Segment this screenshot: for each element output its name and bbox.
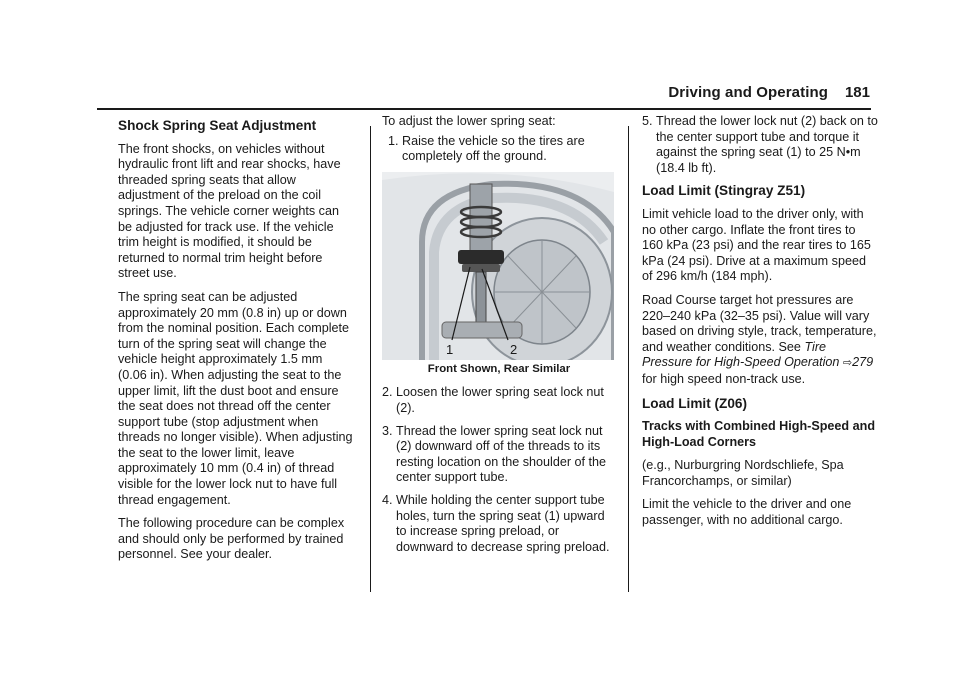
page-ref-number[interactable]: 279 (852, 355, 874, 370)
heading-shock-spring-seat: Shock Spring Seat Adjustment (118, 118, 317, 133)
paragraph-track-examples: (e.g., Nurburgring Nordschliefe, Spa Francorchamps, or similar) (642, 458, 844, 488)
step-text: Raise the vehicle so the tires are completely off the ground. (402, 133, 585, 164)
step-text: Thread the lower lock nut (2) back on to the center support tube and torque it against the spring seat (1) to 25 N•m (18.4 lb ft). (656, 114, 878, 175)
step-number: 1. (388, 133, 399, 148)
figure-callout-1: 1 (446, 341, 454, 357)
suspension-illustration (382, 172, 614, 360)
paragraph-passenger-limit: Limit the vehicle to the driver and one passenger, with no additional cargo. (642, 497, 852, 528)
column-divider-2 (628, 126, 629, 592)
procedure-lead: To adjust the lower spring seat: (382, 114, 556, 128)
paragraph-road-course (642, 293, 878, 388)
paragraph-adjust-range: The spring seat can be adjusted approximately 20 mm (0.8 in) up or down from the nominal position. Each complete turn of the spring seat will change the vehicle height approximately 1.5 mm (0.06 in). When adjusting the seat to the upper limit, lift the dust boot and ensure the seat does not thread off the center support tube (stop adjustment when threads no longer visible). When adjusting the seat to the lower limit, leave approximately 10 mm (0.4 in) of thread visible for the lower lock nut to have full thread engagement. (118, 289, 353, 507)
step-number: 3. (382, 423, 393, 438)
suspension-figure (382, 172, 614, 360)
figure-callout-2: 2 (510, 341, 518, 357)
step-2 (382, 385, 616, 416)
step-text: Thread the lower spring seat lock nut (2) downward off of the threads to its resting location on the shoulder of the center support tube. (396, 423, 607, 485)
heading-load-limit-stingray: Load Limit (Stingray Z51) (642, 183, 806, 199)
step-text: While holding the center support tube holes, turn the spring seat (1) upward to increase spring preload, or downward to decrease spring preload. (396, 492, 610, 554)
paragraph-dealer-note: The following procedure can be complex and should only be performed by trained personnel. See your dealer. (118, 516, 345, 562)
column-middle (382, 114, 616, 562)
figure-caption: Front Shown, Rear Similar (427, 362, 571, 375)
step-5 (642, 114, 878, 176)
running-header (0, 84, 960, 108)
step-number: 5. (642, 114, 653, 128)
page-ref-arrow-icon: ⇨ (842, 357, 853, 370)
step-number: 4. (382, 492, 393, 507)
header-rule (97, 108, 871, 110)
step-text: Loosen the lower spring seat lock nut (2). (396, 385, 604, 415)
section-title: Driving and Operating (668, 84, 828, 101)
road-course-tail: for high speed non-track use. (642, 371, 806, 386)
paragraph-load-limit-stingray: Limit vehicle load to the driver only, with no other cargo. Inflate the front tires to 160 kPa (23 psi) and the rear tires to 165 kPa (24 psi). Drive at a maximum speed of 296 km/h (184 mph). (642, 206, 871, 284)
road-course-text: Road Course target hot pressures are 220–240 kPa (32–35 psi). Value will vary based on driving style, track, temperature, and weather conditions. See (642, 292, 877, 354)
heading-load-limit-z06: Load Limit (Z06) (642, 395, 747, 411)
column-divider-1 (370, 126, 371, 592)
step-4 (382, 493, 616, 555)
subheading-tracks: Tracks with Combined High-Speed and High-Load Corners (642, 419, 876, 449)
page-number: 181 (844, 84, 870, 101)
column-right (642, 114, 878, 537)
step-number: 2. (382, 385, 393, 400)
step-3 (382, 424, 616, 486)
column-left (118, 114, 354, 571)
tire-pressure-link[interactable]: Tire Pressure for High-Speed Operation (642, 339, 840, 370)
paragraph-intro: The front shocks, on vehicles without hydraulic front lift and rear shocks, have threaded spring seats that allow adjustment of the preload on the coil springs. The vehicle corner weights can be adjusted for track use. If the vehicle trim height is modified, it should be returned to normal trim height before street use. (118, 141, 341, 281)
step-1 (388, 134, 616, 165)
